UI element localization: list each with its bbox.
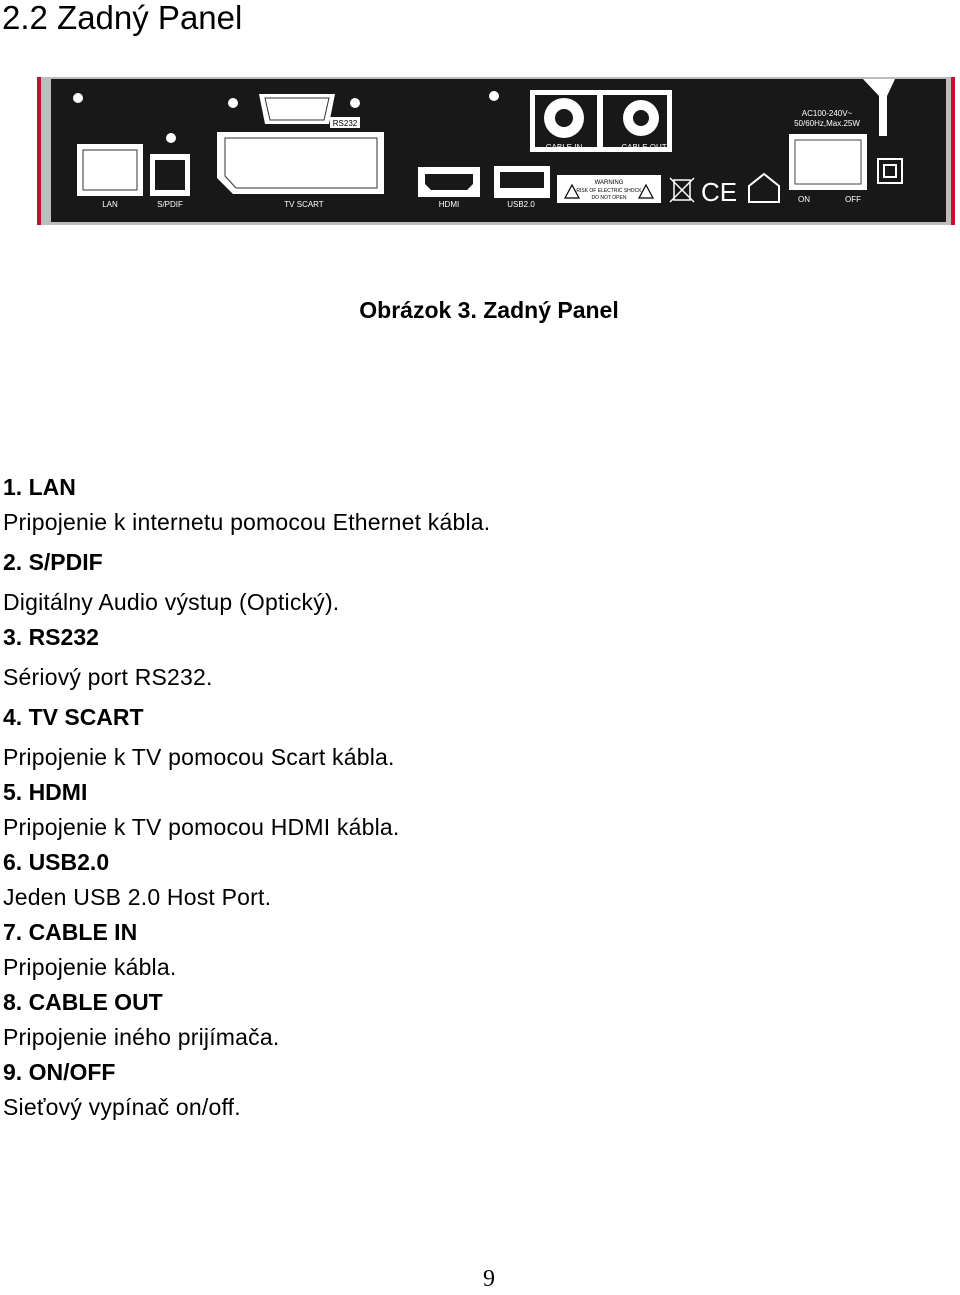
lan-port [77,144,143,196]
list-item [3,700,943,775]
item-title: 2. S/PDIF [3,549,103,575]
rs232-label: RS232 [332,119,358,128]
frame-accent-right [951,77,955,225]
list-item [3,470,943,540]
screw-icon [228,98,238,108]
item-description: Pripojenie k TV pomocou HDMI kábla. [3,814,400,840]
figure-caption: Obrázok 3. Zadný Panel [359,297,619,323]
lan-label: LAN [102,200,118,209]
usb-label: USB2.0 [507,200,535,209]
warning-line1: RISK OF ELECTRIC SHOCK [576,188,642,194]
list-item [3,545,943,620]
item-title: 7. CABLE IN [3,919,138,945]
port-description-list [3,470,943,1125]
list-item [3,775,943,845]
screw-icon [73,93,83,103]
frame-accent-left [37,77,41,225]
cable-out-connector-core [633,110,649,126]
screw-icon [166,133,176,143]
power-on-label: ON [798,195,810,204]
item-description: Digitálny Audio výstup (Optický). [3,589,340,615]
list-item [3,985,943,1055]
item-title: 6. USB2.0 [3,849,110,875]
rear-panel-figure [37,74,957,226]
list-item [3,845,943,915]
cable-in-connector-core [555,109,573,127]
item-description: Jeden USB 2.0 Host Port. [3,884,272,910]
list-item [3,620,943,695]
cable-in-label: CABLE IN [545,143,583,152]
section-heading: 2.2 Zadný Panel [2,0,243,36]
item-title: 1. LAN [3,474,76,500]
list-item [3,1055,943,1125]
item-description: Pripojenie iného prijímača. [3,1024,280,1050]
spdif-port-inner [155,160,185,190]
hdmi-port-inner [425,174,473,190]
item-description: Pripojenie kábla. [3,954,177,980]
warning-line2: DO NOT OPEN [591,195,627,201]
tv-scart-label: TV SCART [284,200,324,209]
item-title: 8. CABLE OUT [3,989,163,1015]
item-description: Pripojenie k internetu pomocou Ethernet kábla. [3,509,491,535]
item-description: Sieťový vypínač on/off. [3,1094,241,1120]
item-title: 3. RS232 [3,624,99,650]
power-switch [789,134,867,190]
item-title: 5. HDMI [3,779,88,805]
rear-panel-drawing [37,74,957,226]
hdmi-label: HDMI [438,200,460,209]
spdif-label: S/PDIF [157,200,183,209]
screw-icon [350,98,360,108]
power-off-label: OFF [845,195,861,204]
power-rating-line1: AC100-240V~ [801,109,853,118]
cable-out-label: CABLE OUT [621,143,667,152]
warning-title: WARNING [594,180,624,186]
list-item [3,915,943,985]
item-description: Sériový port RS232. [3,664,213,690]
screw-icon [489,91,499,101]
usb-port-inner [500,172,544,188]
page-number: 9 [483,1266,495,1292]
item-title: 4. TV SCART [3,704,144,730]
item-title: 9. ON/OFF [3,1059,116,1085]
item-description: Pripojenie k TV pomocou Scart kábla. [3,744,395,770]
tv-scart-port [217,132,384,194]
power-rating-line2: 50/60Hz,Max.25W [794,119,860,128]
ce-mark-icon: CE [700,177,738,207]
